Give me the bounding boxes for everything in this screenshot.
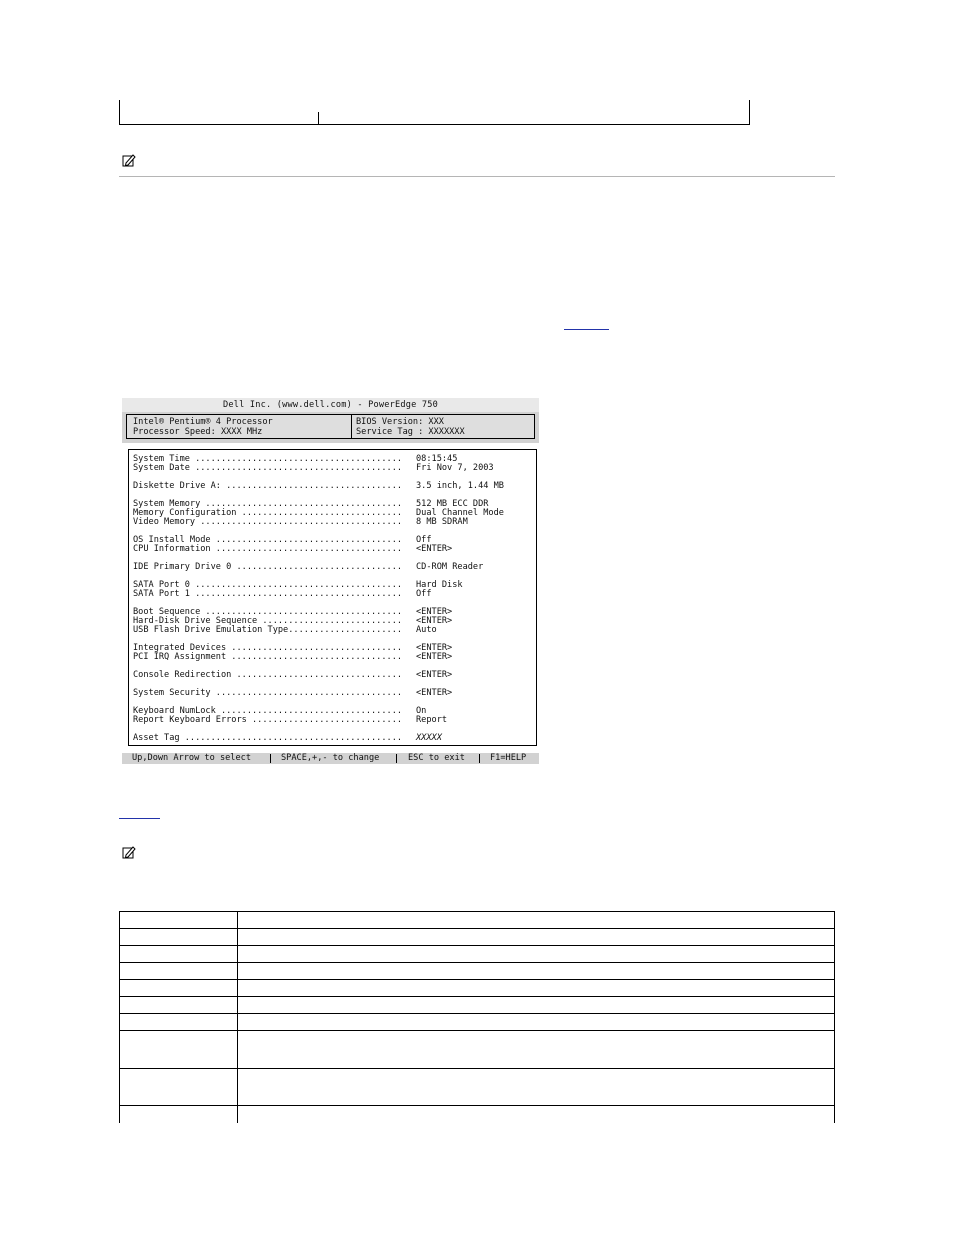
hyperlink[interactable]	[119, 818, 160, 819]
bios-key-help-bar	[122, 753, 539, 764]
setting-boot-sequence[interactable]: Boot Sequence ...................................... <ENTER>	[133, 607, 453, 617]
setting-cpu-information[interactable]: CPU Information .................................... <ENTER>	[133, 544, 453, 554]
setting-system-date[interactable]: System Date ........................................ Fri Nov 7, 2003	[133, 463, 494, 473]
setting-diskette-drive[interactable]: Diskette Drive A: .................................. 3.5 inch, 1.44 MB	[133, 481, 504, 491]
table-row	[120, 1030, 834, 1031]
table-row	[120, 979, 834, 980]
setting-os-install-mode[interactable]: OS Install Mode .................................... Off	[133, 535, 432, 545]
setting-system-time[interactable]: System Time ........................................ 08:15:45	[133, 454, 458, 464]
setting-asset-tag[interactable]: Asset Tag .......................................... XXXXX	[133, 733, 442, 743]
setting-report-keyboard-errors[interactable]: Report Keyboard Errors ............................. Report	[133, 715, 448, 725]
bios-settings-panel	[128, 449, 537, 746]
table-row	[120, 928, 834, 929]
setting-memory-configuration[interactable]: Memory Configuration ............................... Dual Channel Mode	[133, 508, 504, 518]
bios-header	[122, 412, 539, 443]
setting-keyboard-numlock[interactable]: Keyboard NumLock ................................... On	[133, 706, 427, 716]
table-row	[120, 996, 834, 997]
processor-name: Intel® Pentium® 4 Processor	[133, 417, 273, 427]
setting-system-security[interactable]: System Security .................................... <ENTER>	[133, 688, 453, 698]
setting-sata-port-1[interactable]: SATA Port 1 ........................................ Off	[133, 589, 432, 599]
table-row	[120, 1068, 834, 1069]
table-row	[120, 1013, 834, 1014]
table-row	[120, 945, 834, 946]
service-tag: Service Tag : XXXXXXX	[356, 427, 465, 437]
pencil-note-icon	[122, 845, 136, 859]
help-exit: ESC to exit	[408, 753, 465, 763]
setting-video-memory[interactable]: Video Memory ....................................... 8 MB SDRAM	[133, 517, 468, 527]
help-change: SPACE,+,- to change	[281, 753, 380, 763]
setting-ide-primary-drive[interactable]: IDE Primary Drive 0 ................................ CD-ROM Reader	[133, 562, 484, 572]
table-column-divider	[318, 112, 319, 124]
setting-hard-disk-drive-sequence[interactable]: Hard-Disk Drive Sequence ........................... <ENTER>	[133, 616, 453, 626]
bios-title: Dell Inc. (www.dell.com) - PowerEdge 750	[122, 398, 539, 412]
table-row	[120, 962, 834, 963]
table-column-divider	[237, 912, 238, 1123]
help-f1: F1=HELP	[490, 753, 527, 763]
options-table	[119, 911, 835, 1123]
setting-console-redirection[interactable]: Console Redirection ................................ <ENTER>	[133, 670, 453, 680]
help-select: Up,Down Arrow to select	[132, 753, 251, 763]
setting-system-memory[interactable]: System Memory ...................................... 512 MB ECC DDR	[133, 499, 489, 509]
setting-sata-port-0[interactable]: SATA Port 0 ........................................ Hard Disk	[133, 580, 463, 590]
bios-setup-screen	[122, 398, 539, 764]
bios-version: BIOS Version: XXX	[356, 417, 444, 427]
setting-usb-flash-emulation[interactable]: USB Flash Drive Emulation Type...................... Auto	[133, 625, 437, 635]
top-table-fragment	[119, 100, 750, 125]
pencil-note-icon	[122, 153, 136, 167]
hyperlink[interactable]	[564, 329, 609, 330]
table-row	[120, 1105, 834, 1106]
processor-speed: Processor Speed: XXXX MHz	[133, 427, 263, 437]
section-divider	[119, 176, 835, 177]
setting-pci-irq-assignment[interactable]: PCI IRQ Assignment ................................. <ENTER>	[133, 652, 453, 662]
setting-integrated-devices[interactable]: Integrated Devices ................................. <ENTER>	[133, 643, 453, 653]
